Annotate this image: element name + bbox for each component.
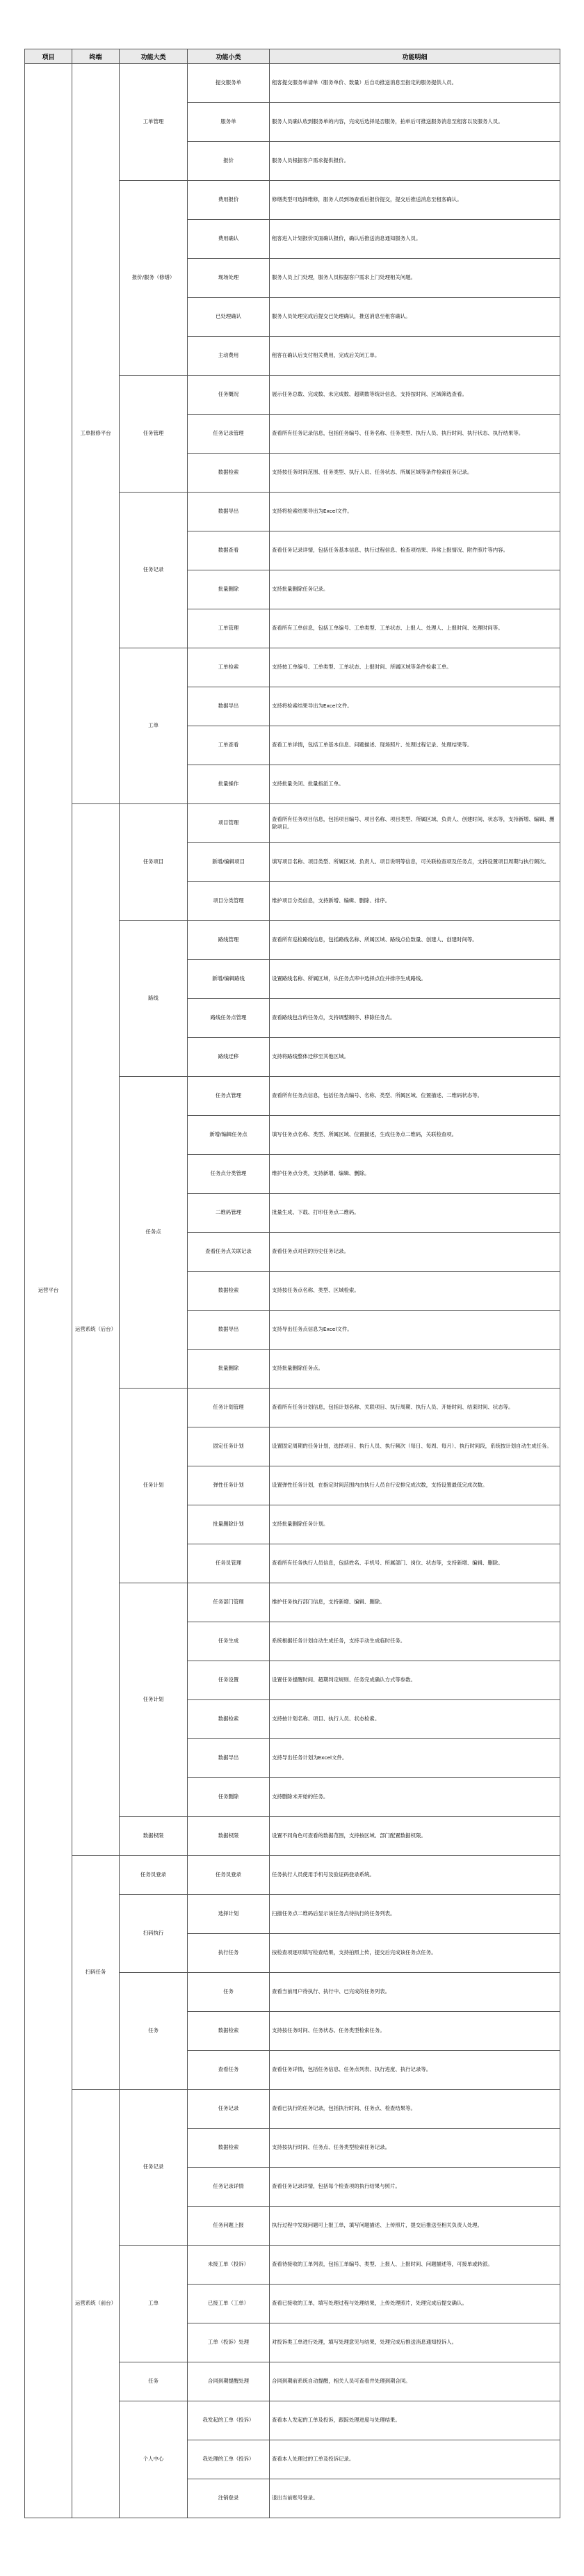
- subcategory-cell: 数据导出: [188, 493, 270, 531]
- detail-cell: 修缮类型可选择维修，服务人员到场查看后报价提交，提交后推送消息至租客确认。: [270, 181, 560, 220]
- detail-cell: 填写任务点名称、类型、所属区域、位置描述，生成任务点二维码，关联检查项。: [270, 1116, 560, 1155]
- category-cell: 路线: [120, 921, 188, 1077]
- subcategory-cell: 任务员管理: [188, 1544, 270, 1583]
- detail-cell: 维护任务点分类，支持新增、编辑、删除。: [270, 1155, 560, 1194]
- category-cell: 任务员登录: [120, 1856, 188, 1895]
- category-cell: 数据权限: [120, 1817, 188, 1856]
- detail-cell: 设置不同角色可查看的数据范围，支持按区域、部门配置数据权限。: [270, 1817, 560, 1856]
- detail-cell: 查看所有任务记录信息，包括任务编号、任务名称、任务类型、执行人员、执行时间、执行状态、执行结果等。: [270, 415, 560, 454]
- detail-cell: 租客在确认后支付相关费用，完成后关闭工单。: [270, 337, 560, 376]
- detail-cell: 系统根据任务计划自动生成任务，支持手动生成临时任务。: [270, 1622, 560, 1661]
- subcategory-cell: 新增/编辑路线: [188, 960, 270, 999]
- subcategory-cell: 工单检索: [188, 648, 270, 687]
- detail-cell: 服务人员根据客户需求提供报价。: [270, 142, 560, 181]
- detail-cell: 租客提交服务单请单（服务单价、数量）后自动推送消息至指定的服务提供人员。: [270, 64, 560, 103]
- subcategory-cell: 主动费用: [188, 337, 270, 376]
- subcategory-cell: 查看任务点关联记录: [188, 1233, 270, 1272]
- detail-cell: 维护任务执行部门信息，支持新增、编辑、删除。: [270, 1583, 560, 1622]
- detail-cell: 查看任务详情，包括任务信息、任务点列表、执行进度、执行记录等。: [270, 2051, 560, 2090]
- table-row: [25, 64, 560, 103]
- subcategory-cell: 工单查看: [188, 726, 270, 765]
- category-cell: 工单管理: [120, 64, 188, 181]
- terminal-cell: 运营系统（前台）: [72, 2090, 120, 2518]
- header-category: 功能大类: [120, 49, 188, 64]
- detail-cell: 查看所有任务项目信息，包括项目编号、项目名称、项目类型、所属区域、负责人、创建时间、状态等，支持新增、编辑、删除项目。: [270, 804, 560, 843]
- detail-cell: 展示任务总数、完成数、未完成数、超期数等统计信息，支持按时间、区域筛选查看。: [270, 376, 560, 415]
- subcategory-cell: 新增/编辑任务点: [188, 1116, 270, 1155]
- detail-cell: 查看已执行的任务记录，包括执行时间、任务点、检查结果等。: [270, 2090, 560, 2129]
- subcategory-cell: 我发起的工单（投诉）: [188, 2401, 270, 2440]
- subcategory-cell: 批量删除: [188, 570, 270, 609]
- detail-cell: 维护项目分类信息，支持新增、编辑、删除、排序。: [270, 882, 560, 921]
- subcategory-cell: 数据检索: [188, 454, 270, 493]
- detail-cell: 查看本人发起的工单及投诉，跟踪处理进度与处理结果。: [270, 2401, 560, 2440]
- detail-cell: 执行过程中发现问题可上报工单，填写问题描述、上传照片，提交后推送至相关负责人处理。: [270, 2207, 560, 2246]
- subcategory-cell: 已接工单（工单）: [188, 2285, 270, 2323]
- subcategory-cell: 未接工单（投诉）: [188, 2246, 270, 2285]
- detail-cell: 支持按执行时间、任务点、任务类型检索任务记录。: [270, 2129, 560, 2168]
- detail-cell: 查看所有任务执行人员信息，包括姓名、手机号、所属部门、岗位、状态等，支持新增、编辑、删除。: [270, 1544, 560, 1583]
- header-detail: 功能明细: [270, 49, 560, 64]
- subcategory-cell: 弹性任务计划: [188, 1466, 270, 1505]
- category-cell: 报价/服务（修缮）: [120, 181, 188, 376]
- detail-cell: 填写项目名称、项目类型、所属区域、负责人、项目说明等信息，可关联检查项及任务点，支持设置项目周期与执行频次。: [270, 843, 560, 882]
- subcategory-cell: 项目分类管理: [188, 882, 270, 921]
- detail-cell: 支持按任务时间范围、任务类型、执行人员、任务状态、所属区域等条件检索任务记录。: [270, 454, 560, 493]
- subcategory-cell: 我处理的工单（投诉）: [188, 2440, 270, 2479]
- subcategory-cell: 费用确认: [188, 220, 270, 259]
- project-cell: 运营平台: [25, 64, 72, 2518]
- subcategory-cell: 数据导出: [188, 1739, 270, 1778]
- terminal-cell: 扫码任务: [72, 1856, 120, 2090]
- subcategory-cell: 路线任务点管理: [188, 999, 270, 1038]
- detail-cell: 设置任务提醒时间、超期判定规则、任务完成确认方式等参数。: [270, 1661, 560, 1700]
- subcategory-cell: 查看任务: [188, 2051, 270, 2090]
- table-row: [25, 804, 560, 843]
- header-terminal: 终端: [72, 49, 120, 64]
- subcategory-cell: 批量操作: [188, 765, 270, 804]
- subcategory-cell: 任务员登录: [188, 1856, 270, 1895]
- category-cell: 任务计划: [120, 1583, 188, 1817]
- detail-cell: 任务执行人员使用手机号及验证码登录系统。: [270, 1856, 560, 1895]
- subcategory-cell: 二维码管理: [188, 1194, 270, 1233]
- terminal-cell: 运营系统（后台）: [72, 804, 120, 1856]
- header-project: 项目: [25, 49, 72, 64]
- detail-cell: 支持将路线整体迁移至其他区域。: [270, 1038, 560, 1077]
- subcategory-cell: 数据权限: [188, 1817, 270, 1856]
- subcategory-cell: 选择计划: [188, 1895, 270, 1934]
- subcategory-cell: 数据检索: [188, 1272, 270, 1311]
- detail-cell: 查看已接收的工单，填写处理过程与处理结果，上传处理照片，处理完成后提交确认。: [270, 2285, 560, 2323]
- detail-cell: 退出当前账号登录。: [270, 2479, 560, 2518]
- detail-cell: 服务人员处理完成后提交已处理确认，推送消息至租客确认。: [270, 298, 560, 337]
- subcategory-cell: 任务: [188, 1973, 270, 2012]
- category-cell: 任务: [120, 1973, 188, 2090]
- detail-cell: 支持将检索结果导出为Excel文件。: [270, 687, 560, 726]
- detail-cell: 支持按工单编号、工单类型、工单状态、上报时间、所属区域等条件检索工单。: [270, 648, 560, 687]
- detail-cell: 支持批量删除任务点。: [270, 1350, 560, 1389]
- detail-cell: 支持批量关闭、批量指派工单。: [270, 765, 560, 804]
- detail-cell: 支持删除未开始的任务。: [270, 1778, 560, 1817]
- detail-cell: 查看任务点对应的历史任务记录。: [270, 1233, 560, 1272]
- detail-cell: 查看本人处理过的工单及投诉记录。: [270, 2440, 560, 2479]
- detail-cell: 支持按计划名称、项目、执行人员、状态检索。: [270, 1700, 560, 1739]
- detail-cell: 支持导出任务计划为Excel文件。: [270, 1739, 560, 1778]
- category-cell: 工单: [120, 2246, 188, 2362]
- detail-cell: 查看所有任务点信息，包括任务点编号、名称、类型、所属区域、位置描述、二维码状态等。: [270, 1077, 560, 1116]
- detail-cell: 合同到期前系统自动提醒，相关人员可查看并处理到期合同。: [270, 2362, 560, 2401]
- table-header-row: [25, 49, 560, 64]
- subcategory-cell: 任务记录: [188, 2090, 270, 2129]
- detail-cell: 设置路线名称、所属区域，从任务点库中选择点位并排序生成路线。: [270, 960, 560, 999]
- subcategory-cell: 新增/编辑项目: [188, 843, 270, 882]
- detail-cell: 查看所有工单信息，包括工单编号、工单类型、工单状态、上报人、处理人、上报时间、处理时间等。: [270, 609, 560, 648]
- detail-cell: 查看任务记录详情，包括任务基本信息、执行过程信息、检查项结果、异常上报情况、附件照片等内容。: [270, 531, 560, 570]
- subcategory-cell: 任务点管理: [188, 1077, 270, 1116]
- table-row: [25, 1856, 560, 1895]
- detail-cell: 按检查项逐项填写检查结果，支持拍照上传，提交后完成该任务点任务。: [270, 1934, 560, 1973]
- subcategory-cell: 费用报价: [188, 181, 270, 220]
- category-cell: 任务: [120, 2362, 188, 2401]
- subcategory-cell: 任务记录详情: [188, 2168, 270, 2207]
- detail-cell: 支持导出任务点信息为Excel文件。: [270, 1311, 560, 1350]
- subcategory-cell: 数据检索: [188, 1700, 270, 1739]
- detail-cell: 查看所有巡检路线信息，包括路线名称、所属区域、路线点位数量、创建人、创建时间等。: [270, 921, 560, 960]
- category-cell: 任务记录: [120, 493, 188, 648]
- detail-cell: 支持批量删除任务计划。: [270, 1505, 560, 1544]
- subcategory-cell: 数据检索: [188, 2129, 270, 2168]
- detail-cell: 服务人员确认收到服务单的内容，完成后选择是否服务，拍单后可推送服务消息至租客以及服务人员。: [270, 103, 560, 142]
- detail-cell: 支持按任务时间、任务状态、任务类型检索任务。: [270, 2012, 560, 2051]
- category-cell: 任务记录: [120, 2090, 188, 2246]
- subcategory-cell: 固定任务计划: [188, 1427, 270, 1466]
- subcategory-cell: 现场处理: [188, 259, 270, 298]
- subcategory-cell: 数据导出: [188, 1311, 270, 1350]
- detail-cell: 查看任务记录详情，包括每个检查项的执行结果与照片。: [270, 2168, 560, 2207]
- detail-cell: 服务人员上门处理，服务人员根据客户需求上门处理相关问题。: [270, 259, 560, 298]
- table-row: [25, 2090, 560, 2129]
- category-cell: 个人中心: [120, 2401, 188, 2518]
- subcategory-cell: 路线迁移: [188, 1038, 270, 1077]
- subcategory-cell: 任务部门管理: [188, 1583, 270, 1622]
- subcategory-cell: 任务概况: [188, 376, 270, 415]
- category-cell: 任务计划: [120, 1389, 188, 1583]
- subcategory-cell: 注销登录: [188, 2479, 270, 2518]
- detail-cell: 查看当前用户待执行、执行中、已完成的任务列表。: [270, 1973, 560, 2012]
- subcategory-cell: 任务问题上报: [188, 2207, 270, 2246]
- subcategory-cell: 项目管理: [188, 804, 270, 843]
- detail-cell: 支持按任务点名称、类型、区域检索。: [270, 1272, 560, 1311]
- detail-cell: 设置弹性任务计划，在指定时间范围内由执行人员自行安排完成次数，支持设置最低完成次数。: [270, 1466, 560, 1505]
- subcategory-cell: 批量删除: [188, 1350, 270, 1389]
- detail-cell: 支持将检索结果导出为Excel文件。: [270, 493, 560, 531]
- category-cell: 任务管理: [120, 376, 188, 493]
- header-subcategory: 功能小类: [188, 49, 270, 64]
- subcategory-cell: 任务设置: [188, 1661, 270, 1700]
- detail-cell: 查看所有任务计划信息，包括计划名称、关联项目、执行周期、执行人员、开始时间、结束时间、状态等。: [270, 1389, 560, 1427]
- category-cell: 任务项目: [120, 804, 188, 921]
- category-cell: 工单: [120, 648, 188, 804]
- terminal-cell: 工单报修平台: [72, 64, 120, 804]
- detail-cell: 设置固定周期的任务计划，选择项目、执行人员、执行频次（每日、每周、每月）、执行时间段，系统按计划自动生成任务。: [270, 1427, 560, 1466]
- subcategory-cell: 任务点分类管理: [188, 1155, 270, 1194]
- detail-cell: 批量生成、下载、打印任务点二维码。: [270, 1194, 560, 1233]
- function-table: [24, 49, 560, 2518]
- subcategory-cell: 已处理确认: [188, 298, 270, 337]
- detail-cell: 扫描任务点二维码后显示该任务点待执行的任务列表。: [270, 1895, 560, 1934]
- subcategory-cell: 任务生成: [188, 1622, 270, 1661]
- subcategory-cell: 服务单: [188, 103, 270, 142]
- subcategory-cell: 提交服务单: [188, 64, 270, 103]
- detail-cell: 支持批量删除任务记录。: [270, 570, 560, 609]
- subcategory-cell: 任务记录管理: [188, 415, 270, 454]
- subcategory-cell: 执行任务: [188, 1934, 270, 1973]
- table-body: [25, 64, 560, 2518]
- subcategory-cell: 批量删除计划: [188, 1505, 270, 1544]
- subcategory-cell: 工单（投诉）处理: [188, 2323, 270, 2362]
- detail-cell: 对投诉类工单进行处理，填写处理意见与结果，处理完成后推送消息通知投诉人。: [270, 2323, 560, 2362]
- category-cell: 扫码执行: [120, 1895, 188, 1973]
- subcategory-cell: 数据导出: [188, 687, 270, 726]
- detail-cell: 查看路线包含的任务点，支持调整顺序、移除任务点。: [270, 999, 560, 1038]
- subcategory-cell: 合同到期提醒处理: [188, 2362, 270, 2401]
- detail-cell: 租客进入计划报价页面确认报价，确认后推送消息通知服务人员。: [270, 220, 560, 259]
- detail-cell: 查看待接收的工单列表，包括工单编号、类型、上报人、上报时间、问题描述等，可接单或转派。: [270, 2246, 560, 2285]
- category-cell: 任务点: [120, 1077, 188, 1389]
- subcategory-cell: 数据检索: [188, 2012, 270, 2051]
- subcategory-cell: 报价: [188, 142, 270, 181]
- subcategory-cell: 任务删除: [188, 1778, 270, 1817]
- subcategory-cell: 工单管理: [188, 609, 270, 648]
- subcategory-cell: 路线管理: [188, 921, 270, 960]
- subcategory-cell: 任务计划管理: [188, 1389, 270, 1427]
- subcategory-cell: 数据查看: [188, 531, 270, 570]
- detail-cell: 查看工单详情，包括工单基本信息、问题描述、现场照片、处理过程记录、处理结果等。: [270, 726, 560, 765]
